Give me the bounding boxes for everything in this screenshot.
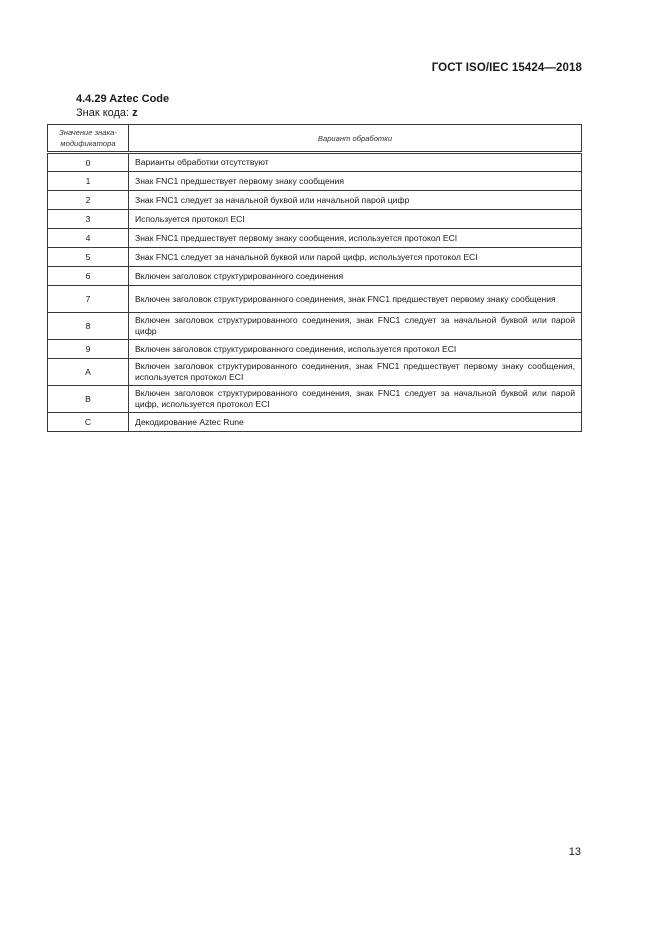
modifier-value: 4 [48, 229, 129, 248]
modifier-table [47, 124, 582, 432]
code-sign-label: Знак кода: [76, 107, 133, 119]
table-row [48, 286, 582, 313]
code-sign-line [76, 107, 138, 119]
table-row [48, 210, 582, 229]
modifier-value: 2 [48, 191, 129, 210]
modifier-value: 6 [48, 267, 129, 286]
table-header-row [48, 125, 582, 153]
table-row [48, 313, 582, 340]
table-row [48, 172, 582, 191]
code-sign-value: z [132, 107, 138, 119]
variant-description: Включен заголовок структурированного соединения, знак FNC1 следует за начальной буквой или парой цифр [129, 313, 582, 340]
variant-description: Включен заголовок структурированного соединения, знак FNC1 предшествует первому знаку сообщения, используется протокол ECI [129, 359, 582, 386]
modifier-value: 9 [48, 340, 129, 359]
table-row [48, 340, 582, 359]
modifier-value: 8 [48, 313, 129, 340]
variant-description: Знак FNC1 следует за начальной буквой или парой цифр, используется протокол ECI [129, 248, 582, 267]
table-row [48, 359, 582, 386]
modifier-value: A [48, 359, 129, 386]
variant-description: Варианты обработки отсутствуют [129, 153, 582, 172]
variant-description: Декодирование Aztec Rune [129, 413, 582, 432]
document-standard-header: ГОСТ ISO/IEC 15424—2018 [431, 62, 582, 74]
section-title: 4.4.29 Aztec Code [76, 93, 170, 105]
modifier-value: C [48, 413, 129, 432]
modifier-value: 1 [48, 172, 129, 191]
variant-description: Включен заголовок структурированного соединения [129, 267, 582, 286]
page-number: 13 [568, 846, 581, 858]
modifier-value: 7 [48, 286, 129, 313]
modifier-value: 0 [48, 153, 129, 172]
table-row [48, 267, 582, 286]
modifier-value: 5 [48, 248, 129, 267]
variant-description: Включен заголовок структурированного соединения, знак FNC1 предшествует первому знаку сообщения [129, 286, 582, 313]
table-row [48, 413, 582, 432]
table-row [48, 248, 582, 267]
variant-description: Знак FNC1 предшествует первому знаку сообщения, используется протокол ECI [129, 229, 582, 248]
variant-description: Знак FNC1 предшествует первому знаку сообщения [129, 172, 582, 191]
variant-description: Включен заголовок структурированного соединения, знак FNC1 следует за начальной буквой или парой цифр, используется протокол ECI [129, 386, 582, 413]
table-row [48, 386, 582, 413]
column-header-variant: Вариант обработки [129, 125, 582, 153]
table-row [48, 153, 582, 172]
variant-description: Используется протокол ECI [129, 210, 582, 229]
variant-description: Включен заголовок структурированного соединения, используется протокол ECI [129, 340, 582, 359]
column-header-modifier: Значение знака-модификатора [48, 125, 129, 153]
modifier-value: 3 [48, 210, 129, 229]
table-row [48, 229, 582, 248]
modifier-value: B [48, 386, 129, 413]
variant-description: Знак FNC1 следует за начальной буквой или начальной парой цифр [129, 191, 582, 210]
table-row [48, 191, 582, 210]
